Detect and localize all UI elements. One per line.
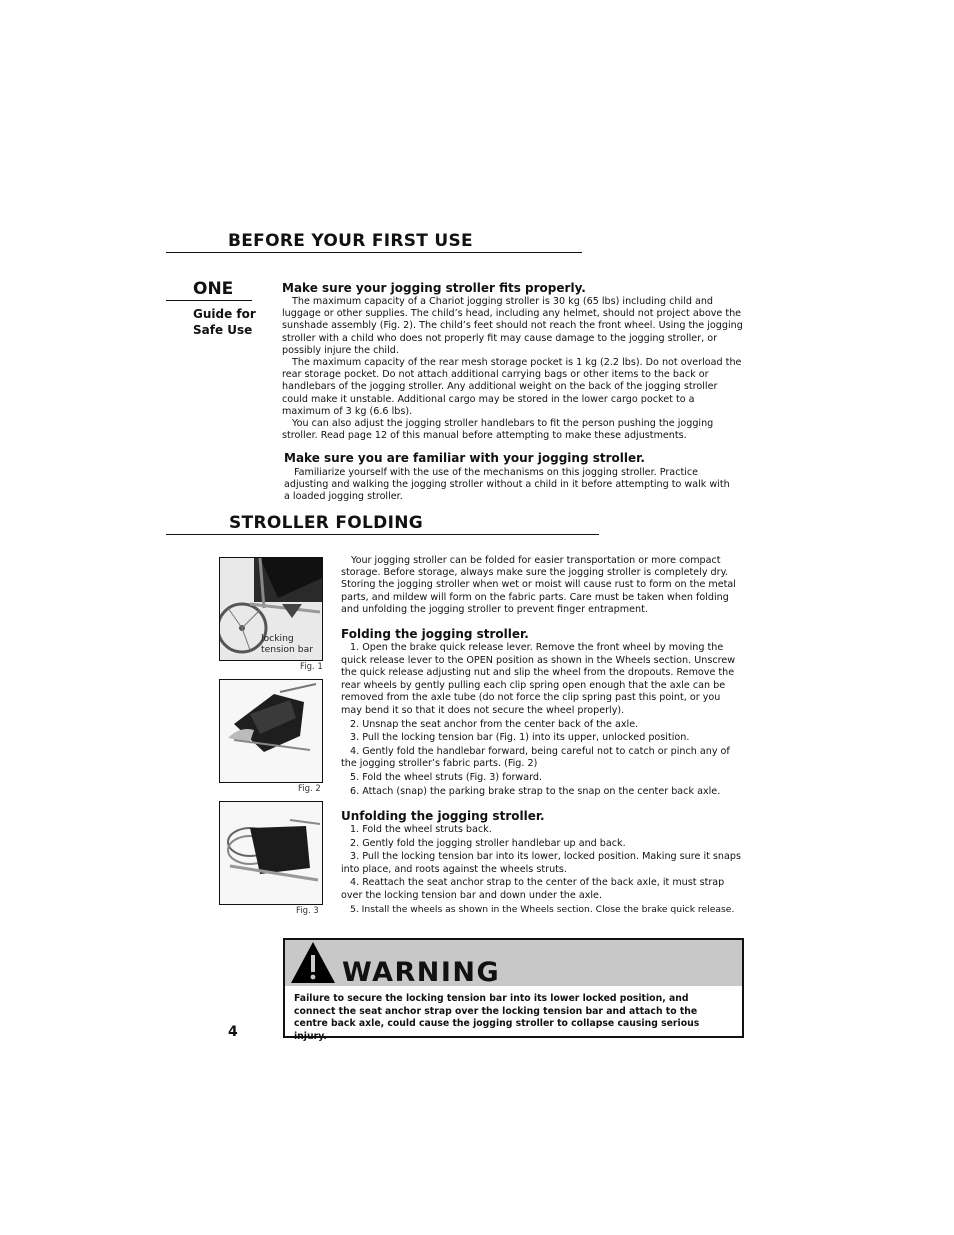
folding-heading: Folding the jogging stroller.	[341, 627, 529, 641]
folding-step: 3. Pull the locking tension bar (Fig. 1) into its upper, unlocked position.	[350, 732, 690, 744]
page-number: 4	[228, 1024, 238, 1040]
chapter-divider	[166, 300, 252, 301]
section-title-before-first-use: BEFORE YOUR FIRST USE	[228, 231, 473, 251]
unfolding-step: 4. Reattach the seat anchor strap to the center of the back axle, it must strap over the locking tension bar and down under the axle.	[341, 877, 725, 901]
figure-2-caption: Fig. 2	[298, 784, 321, 794]
folding-step: 5. Fold the wheel struts (Fig. 3) forward.	[350, 771, 543, 783]
fit-paragraph: You can also adjust the jogging stroller handlebars to fit the person pushing the jogging stroller. Read page 12 of this manual before attempting to make these adjustments.	[282, 418, 714, 442]
fit-paragraph: The maximum capacity of the rear mesh storage pocket is 1 kg (2.2 lbs). Do not overload the rear storage pocket. Do not attach additional carrying bags or other items to the back or handlebars of the jogging stroller. Any additional weight on the back of the jogging stroller could make it unstable. Additional cargo may be stored in the lower cargo pocket to a maximum of 3 kg (6.6 lbs).	[282, 357, 742, 417]
warning-title: WARNING	[342, 957, 501, 988]
folding-step: 6. Attach (snap) the parking brake strap to the snap on the center back axle.	[350, 785, 721, 797]
fit-heading: Make sure your jogging stroller fits properly.	[282, 281, 586, 295]
unfolding-step: 5. Install the wheels as shown in the Wheels section. Close the brake quick release.	[350, 903, 735, 915]
unfolding-steps-list	[341, 824, 746, 916]
folding-intro	[341, 555, 741, 616]
warning-text: Failure to secure the locking tension bar into its lower locked position, and connect the seat anchor strap over the locking tension bar and attach to the centre back axle, could cause the jogging stroller to collapse causing serious injury.	[294, 993, 700, 1042]
folding-intro-paragraph: Your jogging stroller can be folded for easier transportation or more compact storage. Before storage, always make sure the jogging stroller is completely dry. Storing the jogging stroller when wet or moist will cause rust to form on the metal parts, and mildew will form on the fabric parts. Care must be taken when folding and unfolding the jogging stroller to prevent finger entrapment.	[341, 555, 736, 615]
section-title-stroller-folding: STROLLER FOLDING	[229, 513, 423, 533]
chapter-subtitle-line2: Safe Use	[193, 322, 253, 337]
warning-header	[285, 940, 742, 986]
figure-3-image	[219, 801, 323, 905]
warning-box	[283, 938, 744, 1042]
unfolding-step: 1. Fold the wheel struts back.	[350, 824, 492, 835]
folding-step: 2. Unsnap the seat anchor from the center back of the axle.	[350, 718, 639, 730]
folded-handlebar-illustration	[220, 680, 322, 782]
figure-3-caption: Fig. 3	[296, 906, 319, 916]
folding-step: 4. Gently fold the handlebar forward, being careful not to catch or pinch any of the jogging stroller’s fabric parts. (Fig. 2)	[341, 745, 730, 770]
chapter-number: ONE	[193, 279, 234, 299]
warning-triangle-icon	[290, 941, 336, 984]
familiar-paragraph: Familiarize yourself with the use of the mechanisms on this jogging stroller. Practice adjusting and walking the jogging stroller without a child in it before attempting to walk with a loaded jogging stroller.	[284, 467, 730, 503]
figure-1-image	[219, 557, 323, 661]
fit-paragraph: The maximum capacity of a Chariot jogging stroller is 30 kg (65 lbs) including child and luggage or other supplies. The child’s head, including any helmet, should not project above the sunshade assembly (Fig. 2). The child’s feet should not reach the front wheel. Using the jogging stroller with a child who does not properly fit may cause damage to the jogging stroller, or possibly injure the child.	[282, 296, 743, 356]
figure-2-image	[219, 679, 323, 783]
familiar-heading: Make sure you are familiar with your jogging stroller.	[284, 451, 645, 465]
section-divider	[166, 252, 582, 253]
unfolding-heading: Unfolding the jogging stroller.	[341, 809, 545, 823]
section-divider	[166, 534, 599, 535]
unfolding-step: 3. Pull the locking tension bar into its lower, locked position. Making sure it snaps into place, and roots against the wheels struts.	[341, 851, 741, 875]
folding-step: 1. Open the brake quick release lever. Remove the front wheel by moving the quick release lever to the OPEN position as shown in the Wheels section. Unscrew the quick release adjusting nut and slip the wheel from the dropouts. Remove the rear wheels by gently pulling each clip spring open enough that the axle can be removed from the axle tube (do not force the clip spring past this point, or you may bend it so that it does not secure the wheel properly).	[341, 642, 736, 716]
chapter-subtitle	[193, 307, 256, 338]
folded-struts-illustration	[220, 802, 322, 904]
figure-1-label: locking tension bar	[261, 633, 314, 655]
fit-body	[282, 296, 743, 442]
figure-1-caption: Fig. 1	[300, 662, 323, 672]
unfolding-step: 2. Gently fold the jogging stroller handlebar up and back.	[350, 837, 626, 849]
familiar-body	[284, 467, 736, 504]
chapter-subtitle-line1: Guide for	[193, 307, 256, 321]
folding-steps-list	[341, 642, 741, 798]
